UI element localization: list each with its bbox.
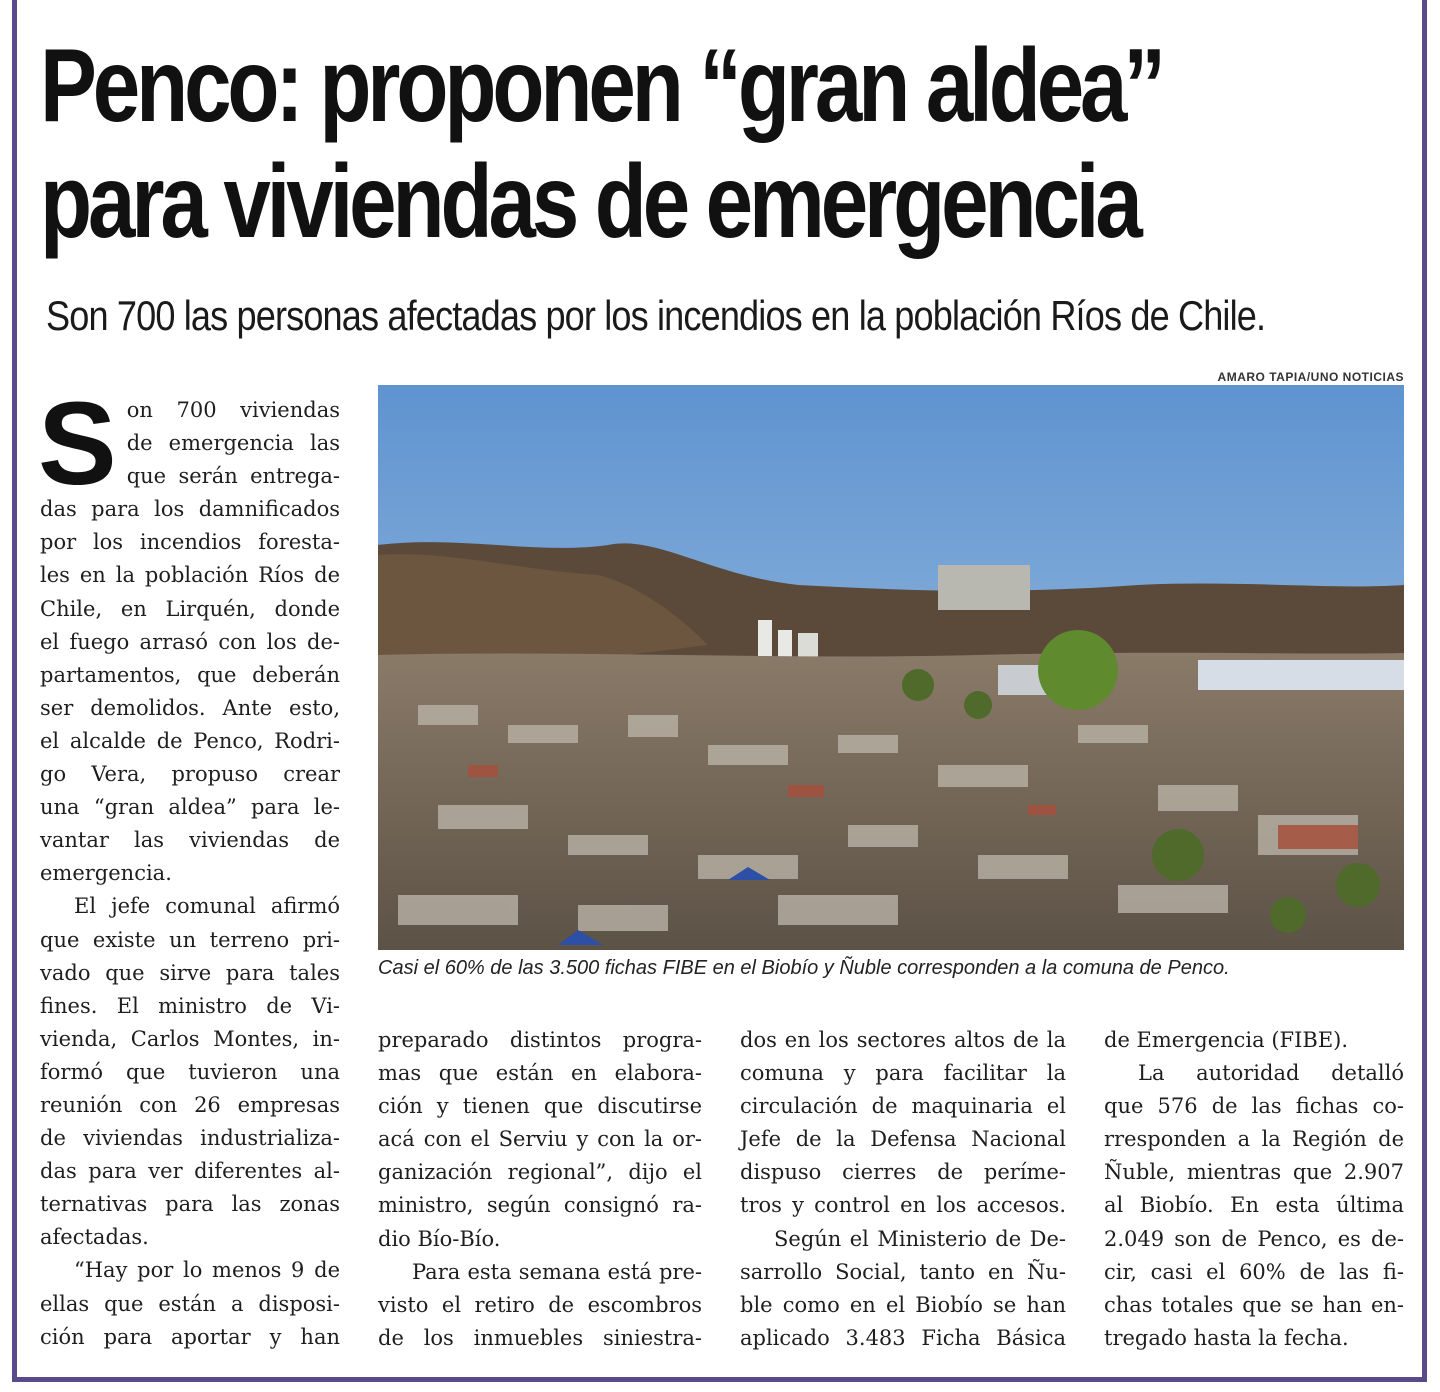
body-line: comuna y para facilitar la	[740, 1061, 1066, 1086]
body-line: fines. El ministro de Vi-	[40, 993, 340, 1018]
body-line: tregado hasta la fecha.	[1104, 1325, 1349, 1350]
body-line: ternativas para las zonas	[40, 1192, 340, 1217]
body-line: de emergencia las	[126, 431, 340, 456]
headline-line-2: para viviendas de emergencia	[40, 144, 1139, 260]
body-line: ellas que están a disposi-	[40, 1291, 340, 1316]
body-line: ganización regional”, dijo el	[378, 1160, 702, 1185]
body-line: reunión con 26 empresas	[40, 1092, 340, 1117]
body-line: vado que sirve para tales	[40, 960, 340, 985]
body-line: que 576 de las fichas co-	[1104, 1094, 1404, 1119]
frame-border-left	[12, 0, 17, 1382]
body-line: ministro, según consignó ra-	[378, 1193, 702, 1218]
body-line: les en la población Ríos de	[40, 563, 340, 588]
body-line: 2.049 son de Penco, es de-	[1104, 1226, 1404, 1251]
body-line: que serán entrega-	[126, 464, 340, 489]
body-line: el alcalde de Penco, Rodri-	[40, 728, 340, 753]
body-line: “Hay por lo menos 9 de	[74, 1258, 340, 1283]
body-line: chas totales que se han en-	[1104, 1292, 1404, 1317]
article-column-3	[740, 1024, 1066, 1355]
body-line: preparado distintos progra-	[378, 1028, 702, 1052]
body-line: de Emergencia (FIBE).	[1104, 1028, 1349, 1052]
body-line: sarrollo Social, tanto en Ñu-	[740, 1259, 1066, 1284]
body-line: emergencia.	[40, 861, 172, 886]
body-line: ción y tienen que discutirse	[378, 1094, 702, 1119]
article-column-4	[1104, 1024, 1404, 1355]
body-line: cir, casi el 60% de las fi-	[1104, 1259, 1404, 1284]
body-line: das para los damnificados	[40, 497, 340, 522]
body-line: dio Bío-Bío.	[378, 1226, 501, 1251]
body-line: La autoridad detalló	[1138, 1061, 1404, 1086]
drop-cap: S	[38, 378, 117, 510]
body-line: una “gran aldea” para le-	[40, 795, 340, 820]
body-line: Chile, en Lirquén, donde	[40, 596, 340, 621]
body-line: dispuso cierres de períme-	[740, 1160, 1066, 1185]
body-line: por los incendios foresta-	[40, 530, 340, 555]
body-line: el fuego arrasó con los de-	[40, 629, 340, 654]
frame-border-right	[1422, 0, 1427, 1382]
subheadline: Son 700 las personas afectadas por los incendios en la población Ríos de Chile.	[46, 292, 1266, 339]
body-line: visto el retiro de escombros	[378, 1292, 702, 1317]
body-line: das para ver diferentes al-	[40, 1159, 340, 1184]
body-line: go Vera, propuso crear	[40, 762, 340, 787]
body-line: de los inmuebles siniestra-	[378, 1325, 702, 1350]
body-line: vienda, Carlos Montes, in-	[40, 1026, 340, 1051]
body-line: aplicado 3.483 Ficha Básica	[740, 1325, 1066, 1350]
body-line: tros y control en los accesos.	[740, 1193, 1066, 1218]
headline	[40, 28, 1162, 260]
body-line: dos en los sectores altos de la	[740, 1028, 1066, 1052]
body-line: ción para aportar y han	[40, 1324, 340, 1349]
aerial-town-photo	[378, 385, 1404, 950]
body-line: acá con el Serviu y con la or-	[378, 1127, 702, 1152]
frame-border-bottom	[12, 1377, 1427, 1382]
body-line: afectadas.	[40, 1225, 149, 1250]
body-line: partamentos, que deberán	[40, 662, 340, 687]
photo-credit: AMARO TAPIA/UNO NOTICIAS	[1217, 370, 1404, 384]
body-line: on 700 viviendas	[126, 398, 340, 422]
body-line: Para esta semana está pre-	[412, 1259, 702, 1284]
body-line: formó que tuvieron una	[40, 1059, 340, 1084]
body-line: que existe un terreno pri-	[40, 927, 340, 952]
news-photo	[378, 385, 1404, 950]
body-line: Ñuble, mientras que 2.907	[1104, 1160, 1404, 1185]
body-line: El jefe comunal afirmó	[74, 894, 340, 919]
body-line: ble como en el Biobío se han	[740, 1292, 1066, 1317]
headline-line-1: Penco: proponen “gran aldea”	[40, 28, 1162, 144]
article-column-2	[378, 1024, 702, 1355]
body-line: mas que están en elabora-	[378, 1061, 702, 1086]
body-line: ser demolidos. Ante esto,	[40, 695, 340, 720]
body-line: al Biobío. En esta última	[1104, 1193, 1404, 1218]
article-column-1	[38, 378, 340, 1354]
body-line: vantar las viviendas de	[40, 828, 340, 853]
photo-caption: Casi el 60% de las 3.500 fichas FIBE en el Biobío y Ñuble corresponden a la comuna de Penco.	[378, 957, 1230, 979]
body-line: circulación de maquinaria el	[740, 1094, 1066, 1119]
body-line: rresponden a la Región de	[1104, 1127, 1404, 1152]
body-line: de viviendas industrializa-	[40, 1126, 340, 1151]
body-line: Jefe de la Defensa Nacional	[740, 1127, 1066, 1152]
body-line: Según el Ministerio de De-	[774, 1226, 1066, 1251]
